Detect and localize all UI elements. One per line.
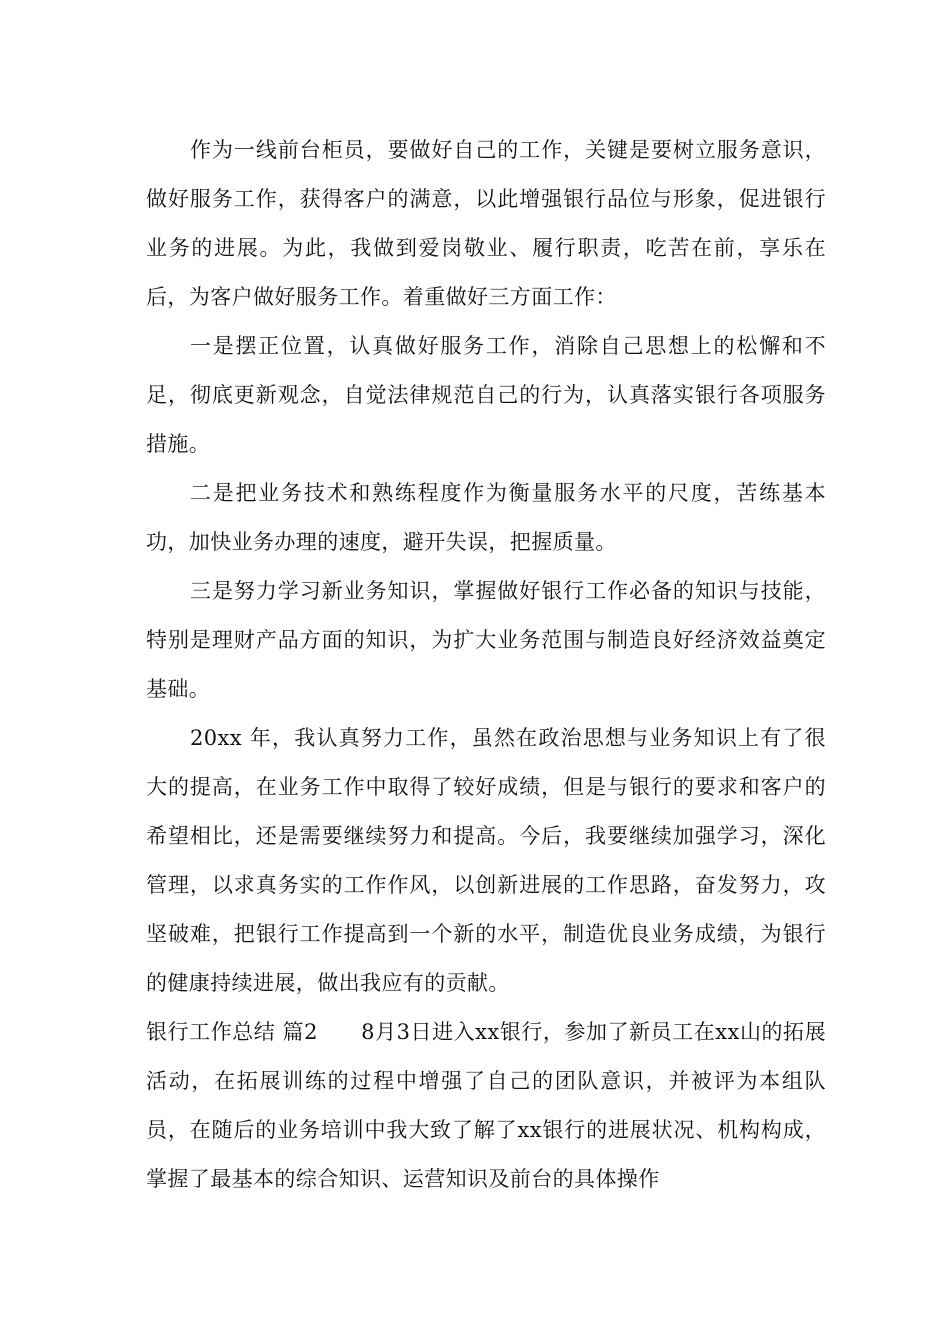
heading-gap [318, 1020, 361, 1044]
paragraph-point-two: 二是把业务技术和熟练程度作为衡量服务水平的尺度，苦练基本功，加快业务办理的速度，避开失误，把握质量。 [146, 481, 826, 554]
section-paragraph [146, 1008, 826, 1204]
paragraph-point-three: 三是努力学习新业务知识，掌握做好银行工作必备的知识与技能，特别是理财产品方面的知识，为扩大业务范围与制造良好经济效益奠定基础。 [146, 579, 826, 701]
section-heading: 银行工作总结 篇2 [146, 1020, 318, 1044]
paragraph-summary: 20xx 年，我认真努力工作，虽然在政治思想与业务知识上有了很大的提高，在业务工作中取得了较好成绩，但是与银行的要求和客户的希望相比，还是需要继续努力和提高。今后，我要继续加强学习，深化管理，以求真务实的工作作风，以创新进展的工作思路，奋发努力，攻坚破难，把银行工作提高到一个新的水平，制造优良业务成绩，为银行的健康持续进展，做出我应有的贡献。 [146, 726, 826, 995]
paragraph-intro: 作为一线前台柜员，要做好自己的工作，关键是要树立服务意识，做好服务工作，获得客户的满意，以此增强银行品位与形象，促进银行业务的进展。为此，我做到爱岗敬业、履行职责，吃苦在前，享乐在后，为客户做好服务工作。着重做好三方面工作： [146, 138, 826, 309]
section-text: 8月3日进入xx银行，参加了新员工在xx山的拓展活动，在拓展训练的过程中增强了自己的团队意识，并被评为本组队员，在随后的业务培训中我大致了解了xx银行的进展状况、机构构成，掌握了最基本的综合知识、运营知识及前台的具体操作 [146, 1020, 826, 1191]
paragraph-point-one: 一是摆正位置，认真做好服务工作，消除自己思想上的松懈和不足，彻底更新观念，自觉法律规范自己的行为，认真落实银行各项服务措施。 [146, 334, 826, 456]
document-body [146, 126, 826, 1204]
